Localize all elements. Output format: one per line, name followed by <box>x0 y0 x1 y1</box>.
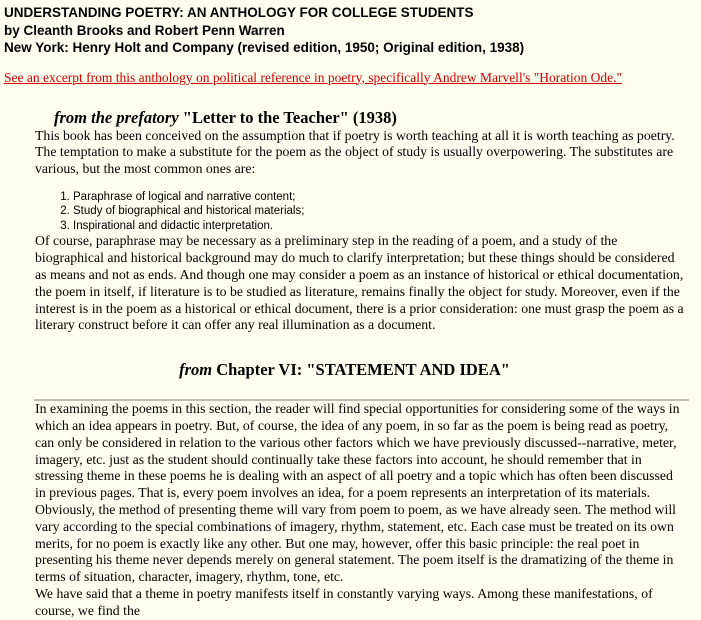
excerpt-link[interactable]: See an excerpt from this anthology on political reference in poetry, specifically Andrew Marvell's "Horation Ode." <box>4 69 623 85</box>
letter-heading-rest: "Letter to the Teacher" (1938) <box>178 107 397 127</box>
chapter-six-heading <box>4 360 685 380</box>
letter-heading-prefix: from the prefatory <box>54 107 179 127</box>
masthead <box>4 4 695 57</box>
letter-heading-block <box>54 108 695 128</box>
excerpt-link-line <box>4 70 695 86</box>
paragraph-1: This book has been conceived on the assumption that if poetry is worth teaching at all it is worth teaching as poetry. The temptation to make a substitute for the poem as the object of study is usually overpowering. The substitutes are various, but the most common ones are: <box>35 127 675 177</box>
paragraph-3: In examining the poems in this section, the reader will find special opportunities for considering some of the ways in which an idea appears in poetry. But, of course, the idea of any poem, in so far as the poem is being read as poetry, can only be considered in relation to the various other factors which we have previously discussed--narrative, meter, imagery, etc. just as the student should continually take these factors into account, he should remember that in stressing theme in these poems he is dealing with an aspect of all poetry and a topic which has often been discussed in previous pages. That is, every poem involves an idea, for a poem represents an interpretation of its materials. Obviously, the method of presenting theme will vary from poem to poem, as we have already seen. The method will vary according to the special combinations of imagery, rhythm, statement, etc. Each case must be treated on its own merits, for no poem is exactly like any other. But one may, however, offer this basic principle: the real poet in presenting his theme never depends merely on general statement. The poem itself is the dramatizing of the theme in terms of situation, character, imagery, rhythm, tone, etc. <box>35 401 680 585</box>
book-publisher: New York: Henry Holt and Company (revised edition, 1950; Original edition, 1938) <box>4 40 525 55</box>
book-authors: by Cleanth Brooks and Robert Penn Warren <box>4 22 285 38</box>
book-title: UNDERSTANDING POETRY: AN ANTHOLOGY FOR COLLEGE STUDENTS <box>4 5 474 20</box>
letter-to-teacher-heading <box>54 108 695 128</box>
list-item: 1. Paraphrase of logical and narrative content; <box>73 190 687 205</box>
list-item: 3. Inspirational and didactic interpretation. <box>73 219 687 234</box>
substitutes-list <box>35 190 687 234</box>
prefatory-body <box>35 128 687 335</box>
chapter-body <box>35 401 687 619</box>
list-item: 2. Study of biographical and historical materials; <box>73 204 687 219</box>
paragraph-4: We have said that a theme in poetry manifests itself in constantly varying ways. Among these manifestations, of course, we find the <box>35 585 653 618</box>
chapter-heading-rest: Chapter VI: "STATEMENT AND IDEA" <box>212 360 510 380</box>
chapter-heading-block <box>4 360 695 380</box>
paragraph-2: Of course, paraphrase may be necessary as a preliminary step in the reading of a poem, and a study of the biographical and historical background may do much to clarify interpretation; but these things should be considered as means and not as ends. And though one may consider a poem as an instance of historical or ethical documentation, the poem in itself, if literature is to be studied as literature, remains finally the object for study. Moreover, even if the interest is in the poem as a historical or ethical document, there is a prior consideration: one must grasp the poem as a literary construct before it can offer any real illumination as a document. <box>35 233 684 333</box>
chapter-heading-prefix: from <box>179 360 213 380</box>
